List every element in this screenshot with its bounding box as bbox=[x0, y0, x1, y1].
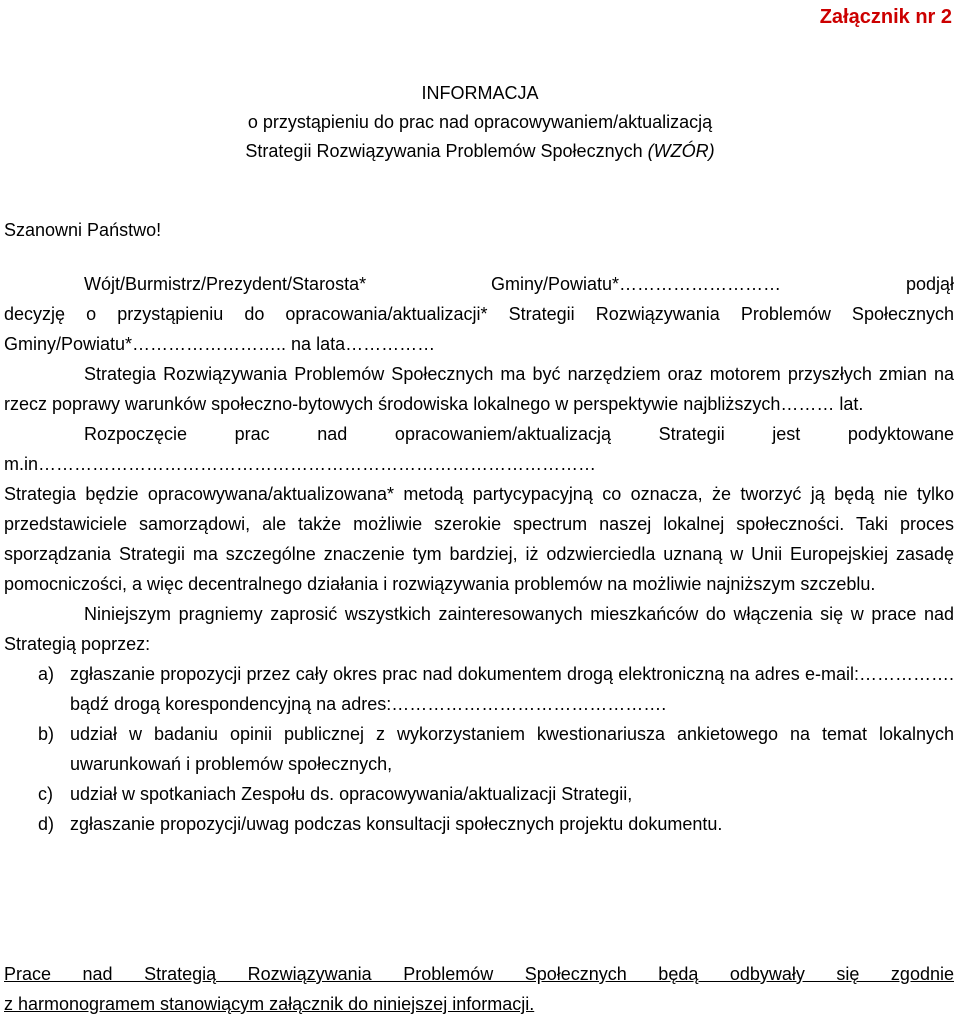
list-marker: a) bbox=[38, 664, 55, 684]
participation-list bbox=[4, 659, 954, 839]
heading-title: INFORMACJA bbox=[421, 83, 539, 103]
greeting: Szanowni Państwo! bbox=[4, 220, 162, 240]
list-item-text: udział w badaniu opinii publicznej z wykorzystaniem kwestionariusza ankietowego na temat lokalnych uwarunkowań i problemów społecznych, bbox=[70, 724, 954, 774]
closing-note bbox=[4, 959, 954, 1019]
list-marker: b) bbox=[38, 724, 55, 744]
paragraph-decision-line1 bbox=[4, 269, 954, 299]
annex-label: Załącznik nr 2 bbox=[819, 6, 952, 28]
document-body bbox=[4, 269, 954, 839]
heading-subtitle: o przystąpieniu do prac nad opracowywaniem/aktualizacją bbox=[247, 112, 713, 132]
list-marker: c) bbox=[38, 784, 53, 804]
closing-line-1: Prace nad Strategią Rozwiązywania Problemów Społecznych będą odbywały się zgodnie bbox=[4, 964, 954, 984]
paragraph-method: Strategia będzie opracowywana/aktualizowana* metodą partycypacyjną co oznacza, że tworzyć ją będą nie tylko przedstawiciele samorządowi, ale także możliwie szerokie spectrum naszej lokalnej społeczności. Taki proces sporządzania Strategii ma szczególne znaczenie tym bardziej, iż odzwierciedla uznaną w Unii Europejskiej zasadę pomocniczości, a więc decentralnego działania i rozwiązywania problemów na możliwie najniższym szczeblu. bbox=[4, 484, 954, 594]
list-item-text: zgłaszanie propozycji/uwag podczas konsultacji społecznych projektu dokumentu. bbox=[70, 814, 723, 834]
decision-subject: Wójt/Burmistrz/Prezydent/Starosta* Gminy/Powiatu*……………………… bbox=[84, 274, 782, 294]
paragraph-purpose: Strategia Rozwiązywania Problemów Społecznych ma być narzędziem oraz motorem przyszłych zmian na rzecz poprawy warunków społeczno-bytowych środowiska lokalnego w perspektywie najbliższych……… lat. bbox=[4, 364, 954, 414]
list-item bbox=[4, 659, 954, 719]
heading-subtitle-2 bbox=[0, 137, 960, 166]
list-item bbox=[4, 809, 954, 839]
list-item-text: udział w spotkaniach Zespołu ds. opracowywania/aktualizacji Strategii, bbox=[70, 784, 633, 804]
heading-template-note: (WZÓR) bbox=[647, 141, 715, 161]
list-item-text: zgłaszanie propozycji przez cały okres prac nad dokumentem drogą elektroniczną na adres e-mail:……………. bądź drogą korespondencyjną na adres:………………………………………. bbox=[70, 664, 954, 714]
heading-strategy-name: Strategii Rozwiązywania Problemów Społecznych bbox=[245, 141, 648, 161]
decision-verb: podjął bbox=[905, 274, 954, 294]
paragraph-reason: Rozpoczęcie prac nad opracowaniem/aktualizacją Strategii jest podyktowane m.in………………………………………………………………………………… bbox=[4, 424, 954, 474]
paragraph-decision: decyzję o przystąpieniu do opracowania/aktualizacji* Strategii Rozwiązywania Problemów Społecznych Gminy/Powiatu*…………………….. na lata…………… bbox=[4, 304, 954, 354]
document-heading bbox=[0, 79, 960, 166]
list-marker: d) bbox=[38, 814, 55, 834]
list-item bbox=[4, 719, 954, 779]
list-item bbox=[4, 779, 954, 809]
closing-line-2: z harmonogramem stanowiącym załącznik do niniejszej informacji. bbox=[4, 994, 535, 1014]
paragraph-invitation: Niniejszym pragniemy zaprosić wszystkich zainteresowanych mieszkańców do włączenia się w prace nad Strategią poprzez: bbox=[4, 604, 954, 654]
